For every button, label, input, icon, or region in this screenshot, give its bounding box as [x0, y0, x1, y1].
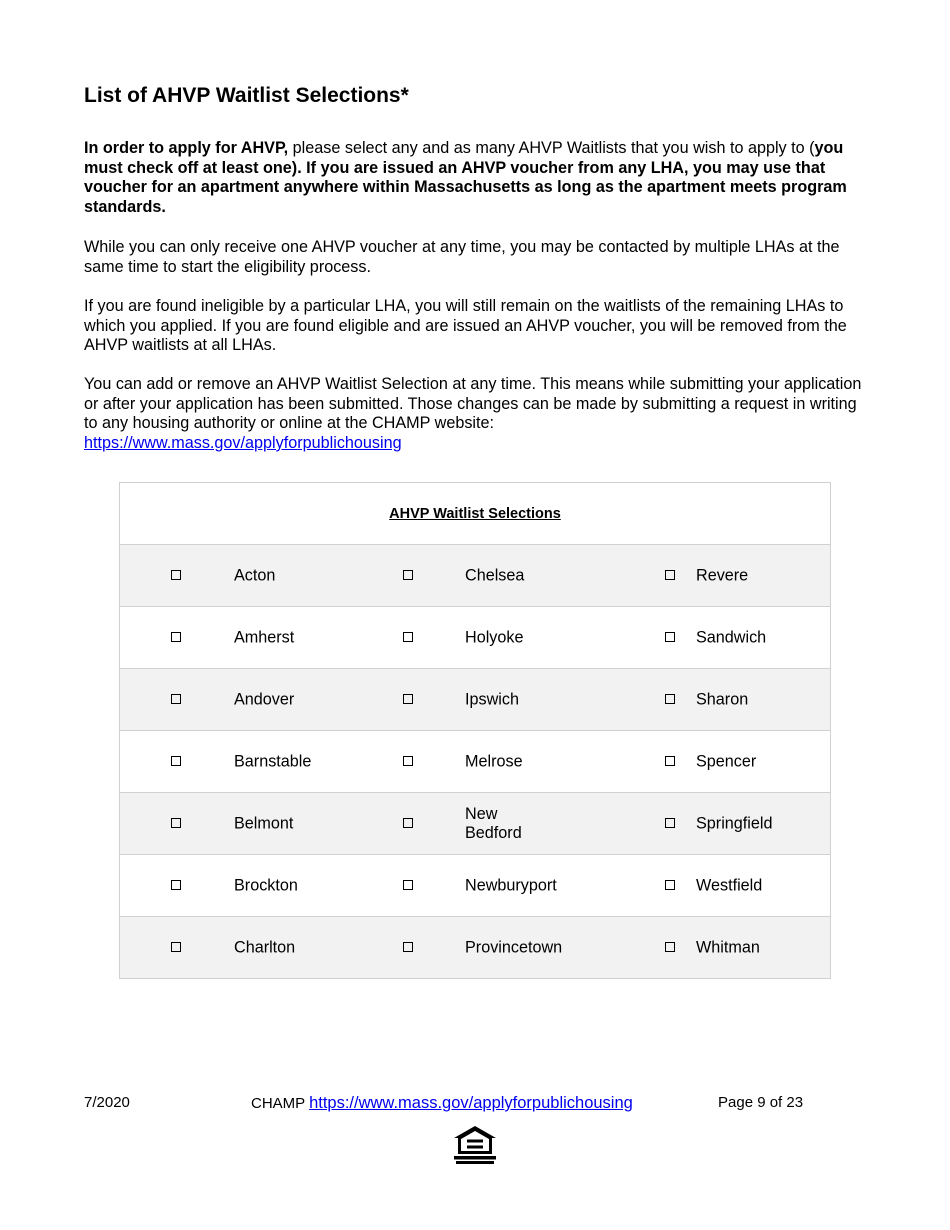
- changes-paragraph: [84, 375, 874, 453]
- table-row: [120, 855, 830, 917]
- checkbox[interactable]: [171, 756, 181, 766]
- footer-date: 7/2020: [84, 1094, 130, 1111]
- waitlist-option-label: Melrose: [465, 752, 523, 770]
- checkbox[interactable]: [171, 818, 181, 828]
- footer-champ: [251, 1094, 633, 1113]
- waitlist-option-label: Belmont: [234, 814, 294, 832]
- waitlist-option-label: Acton: [234, 566, 276, 584]
- waitlist-option-label: Chelsea: [465, 566, 525, 584]
- equal-housing-opportunity-icon: [450, 1124, 500, 1166]
- waitlist-option-label: Ipswich: [465, 690, 519, 708]
- checkbox[interactable]: [403, 570, 413, 580]
- footer-champ-label: CHAMP: [251, 1095, 310, 1112]
- voucher-paragraph: While you can only receive one AHVP voucher at any time, you may be contacted by multiple LHAs at the same time to start the eligibility process.: [84, 238, 840, 276]
- table-row: [120, 731, 830, 793]
- waitlist-option-label: Newburyport: [465, 876, 557, 894]
- waitlist-option-label: New Bedford: [465, 804, 522, 842]
- table-heading: [120, 483, 830, 545]
- checkbox[interactable]: [403, 632, 413, 642]
- waitlist-option-label: Springfield: [696, 814, 773, 832]
- checkbox[interactable]: [171, 694, 181, 704]
- intro-lead: In order to apply for AHVP,: [84, 139, 289, 157]
- checkbox[interactable]: [403, 756, 413, 766]
- checkbox[interactable]: [171, 942, 181, 952]
- footer-champ-link[interactable]: https://www.mass.gov/applyforpublichousing: [309, 1094, 633, 1112]
- waitlist-option-label: Holyoke: [465, 628, 524, 646]
- checkbox[interactable]: [171, 570, 181, 580]
- champ-website-link[interactable]: https://www.mass.gov/applyforpublichousing: [84, 433, 402, 452]
- checkbox[interactable]: [171, 880, 181, 890]
- table-row: [120, 545, 830, 607]
- table-row: [120, 793, 830, 855]
- checkbox[interactable]: [403, 880, 413, 890]
- checkbox[interactable]: [665, 818, 675, 828]
- checkbox[interactable]: [665, 694, 675, 704]
- table-row: [120, 917, 830, 978]
- waitlist-option-label: Barnstable: [234, 752, 312, 770]
- table-row: [120, 607, 830, 669]
- checkbox[interactable]: [171, 632, 181, 642]
- checkbox[interactable]: [403, 942, 413, 952]
- table-heading-text: AHVP Waitlist Selections: [389, 505, 561, 522]
- waitlist-option-label: Provincetown: [465, 938, 563, 956]
- eligibility-paragraph: If you are found ineligible by a particular LHA, you will still remain on the waitlists of the remaining LHAs to which you applied. If you are found eligible and are issued an AHVP voucher, you will be removed from the AHVP waitlists at all LHAs.: [84, 297, 847, 355]
- checkbox[interactable]: [665, 880, 675, 890]
- checkbox[interactable]: [665, 570, 675, 580]
- waitlist-option-label: Sharon: [696, 690, 749, 708]
- changes-text: You can add or remove an AHVP Waitlist Selection at any time. This means while submitting your application or after your application has been submitted. Those changes can be made by submitting a request in writing to any housing authority or online at the CHAMP website:: [84, 375, 862, 433]
- checkbox[interactable]: [403, 694, 413, 704]
- waitlist-option-label: Brockton: [234, 876, 298, 894]
- waitlist-option-label: Amherst: [234, 628, 295, 646]
- intro-paragraph: [84, 139, 874, 217]
- checkbox[interactable]: [665, 756, 675, 766]
- intro-bold-text: you must check off at least one). If you are issued an AHVP voucher from any LHA, you may use that voucher for an apartment anywhere within Massachusetts as long as the apartment meets program standards.: [84, 139, 847, 216]
- waitlist-option-label: Whitman: [696, 938, 760, 956]
- table-row: [120, 669, 830, 731]
- checkbox[interactable]: [403, 818, 413, 828]
- page-title: List of AHVP Waitlist Selections*: [84, 84, 409, 107]
- waitlist-table: [119, 482, 831, 979]
- waitlist-option-label: Andover: [234, 690, 295, 708]
- footer-page-number: Page 9 of 23: [718, 1094, 804, 1111]
- waitlist-option-label: Spencer: [696, 752, 757, 770]
- waitlist-option-label: Revere: [696, 566, 749, 584]
- waitlist-option-label: Charlton: [234, 938, 296, 956]
- checkbox[interactable]: [665, 632, 675, 642]
- waitlist-option-label: Westfield: [696, 876, 763, 894]
- checkbox[interactable]: [665, 942, 675, 952]
- intro-text: please select any and as many AHVP Waitlists that you wish to apply to (: [288, 139, 815, 157]
- waitlist-option-label: Sandwich: [696, 628, 767, 646]
